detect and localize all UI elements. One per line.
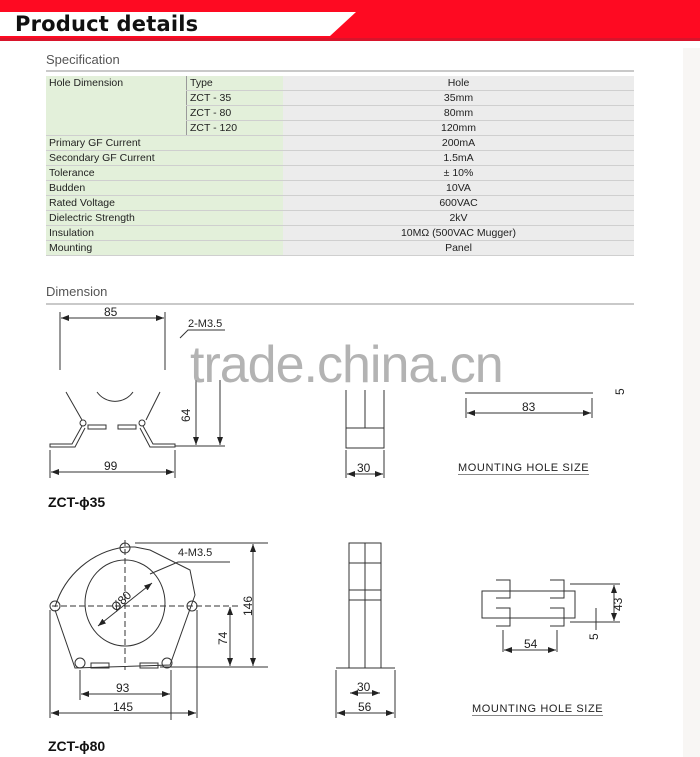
dim-screw-80: 4-M3.5 xyxy=(178,547,213,559)
dim-30-a: 30 xyxy=(357,461,371,475)
type-header: Type xyxy=(187,76,284,91)
dim-43: 43 xyxy=(611,597,625,611)
value-cell: 600VAC xyxy=(283,196,634,211)
dim-93: 93 xyxy=(116,681,130,695)
watermark: trade.china.cn xyxy=(190,336,503,394)
dim-30-b: 30 xyxy=(357,680,371,694)
dimension-title: Dimension xyxy=(46,284,108,299)
row-label: Dielectric Strength xyxy=(46,211,283,226)
zct35-label: ZCT-ϕ35 xyxy=(48,494,106,510)
dim-diameter-80: Ø80 xyxy=(108,588,135,615)
dim-56: 56 xyxy=(358,700,372,714)
dim-85: 85 xyxy=(104,305,118,319)
zct80-mounting-label: MOUNTING HOLE SIZE xyxy=(472,703,604,715)
zct35-mounting-label: MOUNTING HOLE SIZE xyxy=(458,462,590,474)
value-cell: 80mm xyxy=(283,106,634,121)
type-cell: ZCT - 80 xyxy=(187,106,284,121)
dim-5-b: 5 xyxy=(587,633,601,640)
dim-54: 54 xyxy=(524,637,538,651)
value-cell: ± 10% xyxy=(283,166,634,181)
value-cell: 2kV xyxy=(283,211,634,226)
value-cell: 10VA xyxy=(283,181,634,196)
dim-146: 146 xyxy=(241,595,255,616)
dim-64: 64 xyxy=(179,408,193,422)
row-label: Secondary GF Current xyxy=(46,151,283,166)
dim-5-a: 5 xyxy=(613,388,627,395)
dim-99: 99 xyxy=(104,459,118,473)
row-label: Rated Voltage xyxy=(46,196,283,211)
value-cell: 200mA xyxy=(283,136,634,151)
row-label: Tolerance xyxy=(46,166,283,181)
type-cell: ZCT - 35 xyxy=(187,91,284,106)
dim-74: 74 xyxy=(216,631,230,645)
type-cell: ZCT - 120 xyxy=(187,121,284,136)
row-label: Budden xyxy=(46,181,283,196)
value-cell: 120mm xyxy=(283,121,634,136)
page-title: Product details xyxy=(15,12,199,36)
zct80-label: ZCT-ϕ80 xyxy=(48,738,106,754)
value-cell: 1.5mA xyxy=(283,151,634,166)
dim-145: 145 xyxy=(113,700,134,714)
dim-83: 83 xyxy=(522,400,536,414)
hole-header: Hole xyxy=(283,76,634,91)
row-label: Primary GF Current xyxy=(46,136,283,151)
value-cell: 10MΩ (500VAC Mugger) xyxy=(283,226,634,241)
value-cell: Panel xyxy=(283,241,634,256)
value-cell: 35mm xyxy=(283,91,634,106)
row-label: Hole Dimension xyxy=(46,76,187,136)
row-label: Insulation xyxy=(46,226,283,241)
dim-screw-35: 2-M3.5 xyxy=(188,318,223,330)
specification-title: Specification xyxy=(46,52,120,67)
row-label: Mounting xyxy=(46,241,283,256)
